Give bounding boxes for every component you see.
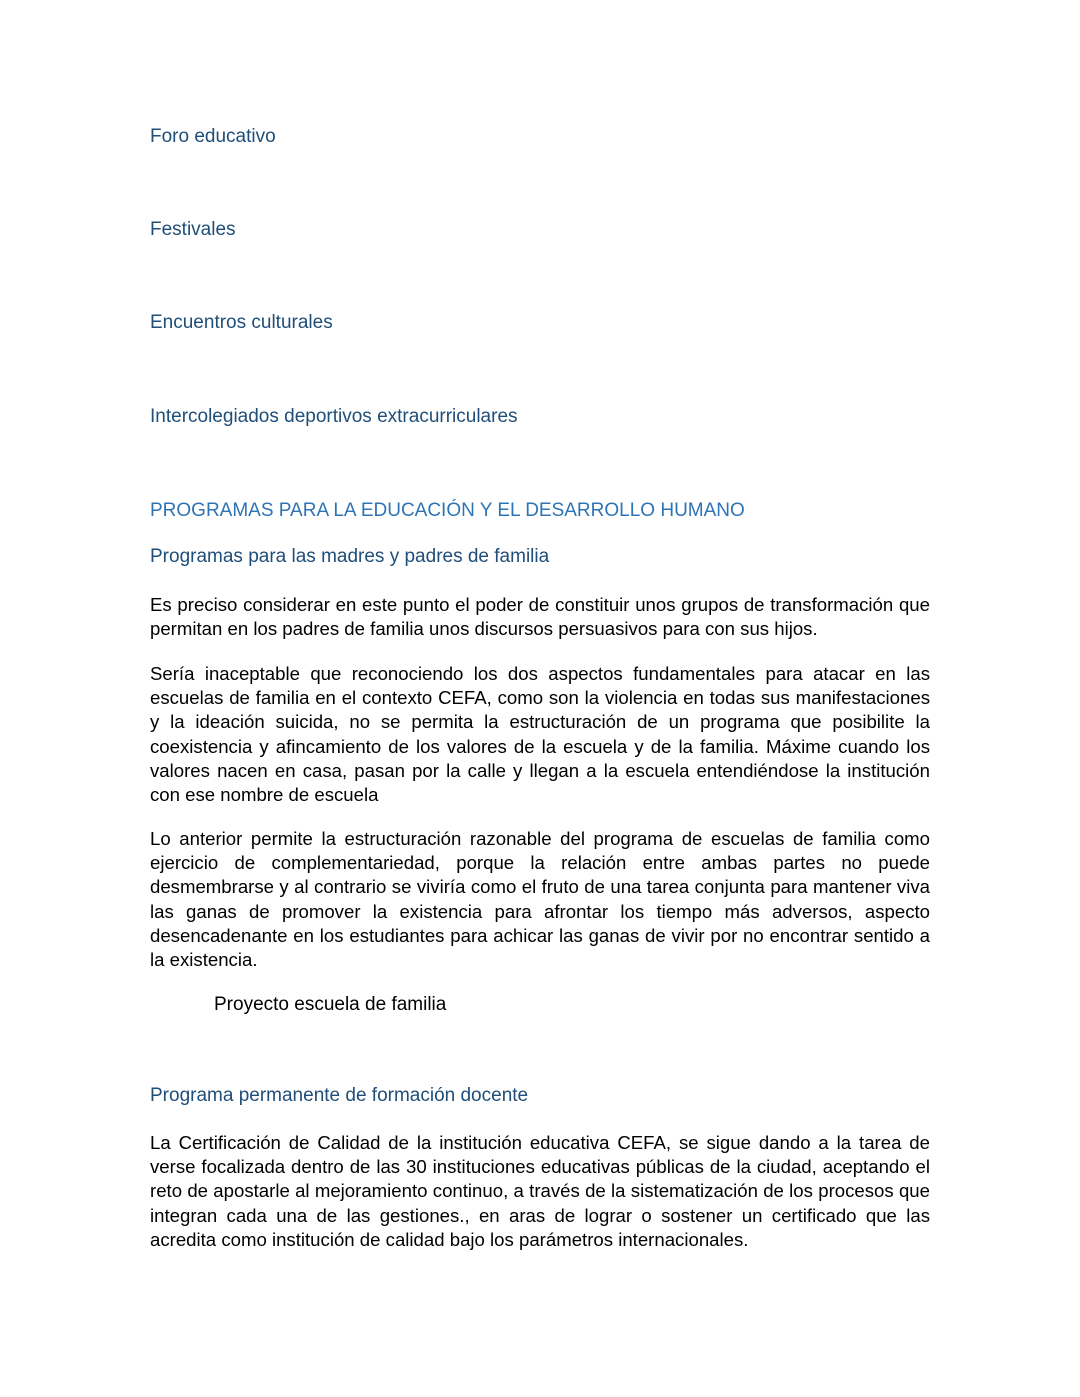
list-item-intercolegiados: Intercolegiados deportivos extracurriculares <box>150 406 518 427</box>
subsection-heading-teachers: Programa permanente de formación docente <box>150 1085 529 1106</box>
paragraph: Es preciso considerar en este punto el poder de constituir unos grupos de transformación que permitan en los padres de familia unos discursos persuasivos para con sus hijos. <box>150 594 930 640</box>
paragraph: Lo anterior permite la estructuración razonable del programa de escuelas de familia como ejercicio de complementariedad, porque la relación entre ambas partes no puede desmembrarse y al contrario se viviría como el fruto de una tarea conjunta para mantener viva las ganas de promover la existencia para afrontar los tiempo más adversos, aspecto desencadenante en los estudiantes para achicar las ganas de vivir por no encontrar sentido a la existencia. <box>150 828 930 971</box>
paragraph: Sería inaceptable que reconociendo los dos aspectos fundamentales para atacar en las escuelas de familia en el contexto CEFA, como son la violencia en todas sus manifestaciones y la ideación suicida, no se permita la estructuración de un programa que posibilite la coexistencia y afincamiento de los valores de la escuela y de la familia. Máxime cuando los valores nacen en casa, pasan por la calle y llegan a la escuela entendiéndose la institución con ese nombre de escuela <box>150 663 930 806</box>
project-label: Proyecto escuela de familia <box>214 994 447 1015</box>
paragraph: La Certificación de Calidad de la institución educativa CEFA, se sigue dando a la tarea de verse focalizada dentro de las 30 instituciones educativas públicas de la ciudad, aceptando el reto de apostarle al mejoramiento continuo, a través de la sistematización de los procesos que integran cada una de las gestiones., en aras de lograr o sostener un certificado que las acredita como institución de calidad bajo los parámetros internacionales. <box>150 1132 930 1250</box>
list-item-foro: Foro educativo <box>150 126 276 147</box>
section-heading: PROGRAMAS PARA LA EDUCACIÓN Y EL DESARROLLO HUMANO <box>150 500 745 521</box>
subsection-heading-parents: Programas para las madres y padres de familia <box>150 546 550 567</box>
list-item-encuentros: Encuentros culturales <box>150 312 333 333</box>
list-item-festivales: Festivales <box>150 219 236 240</box>
